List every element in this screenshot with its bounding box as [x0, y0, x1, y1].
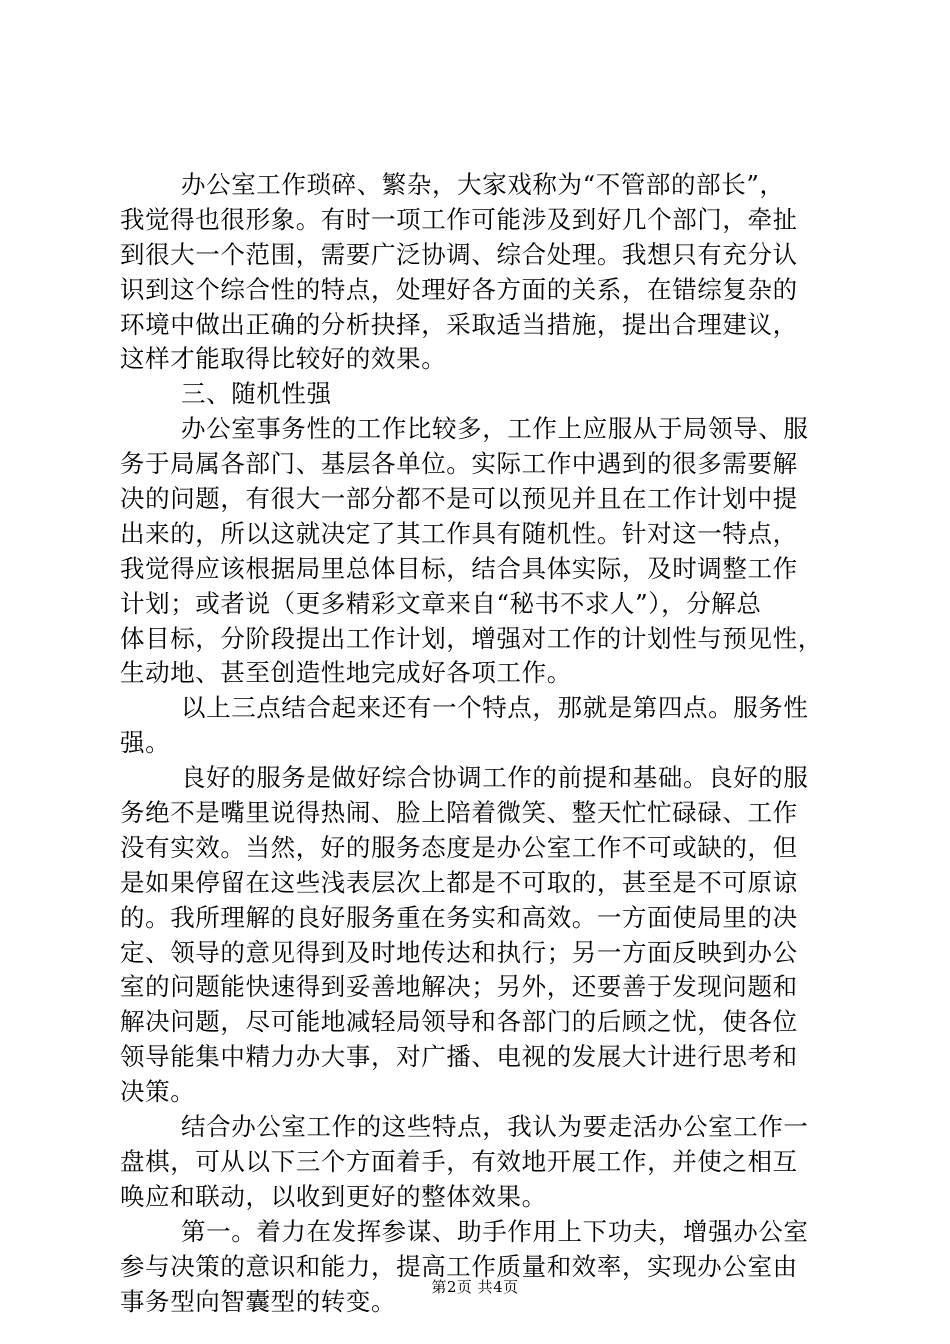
- text-line: 生动地、甚至创造性地完成好各项工作。: [120, 658, 572, 688]
- text-line: 第一。着力在发挥参谋、助手作用上下功夫，增强办公室: [181, 1216, 809, 1246]
- text-line: 定、领导的意见得到及时地传达和执行；另一方面反映到办公: [120, 937, 798, 967]
- text-line: 这样才能取得比较好的效果。: [120, 344, 447, 374]
- text-line: 我觉得应该根据局里总体目标，结合具体实际，及时调整工作: [120, 553, 798, 583]
- text-line: 办公室事务性的工作比较多，工作上应服从于局领导、服: [181, 414, 809, 444]
- text-line: 以上三点结合起来还有一个特点，那就是第四点。服务性: [181, 693, 809, 723]
- text-line: 务绝不是嘴里说得热闹、脸上陪着微笑、整天忙忙碌碌、工作: [120, 798, 798, 828]
- text-line: 出来的，所以这就决定了其工作具有随机性。针对这一特点，: [120, 518, 798, 548]
- text-line: 事务型向智囊型的转变。: [120, 1286, 397, 1316]
- text-line: 良好的服务是做好综合协调工作的前提和基础。良好的服: [181, 763, 809, 793]
- page-number-footer: 第2页 共4页: [431, 1278, 519, 1296]
- text-line: 没有实效。当然，好的服务态度是办公室工作不可或缺的，但: [120, 832, 798, 862]
- text-line: 识到这个综合性的特点，处理好各方面的关系，在错综复杂的: [120, 274, 798, 304]
- text-line: 参与决策的意识和能力，提高工作质量和效率，实现办公室由: [120, 1251, 798, 1281]
- text-line: 环境中做出正确的分析抉择，采取适当措施，提出合理建议，: [120, 309, 798, 339]
- text-line: 结合办公室工作的这些特点，我认为要走活办公室工作一: [181, 1112, 809, 1142]
- text-line: 室的问题能快速得到妥善地解决；另外，还要善于发现问题和: [120, 972, 798, 1002]
- text-line: 决策。: [120, 1077, 196, 1107]
- text-line: 务于局属各部门、基层各单位。实际工作中遇到的很多需要解: [120, 449, 798, 479]
- text-line: 唤应和联动，以收到更好的整体效果。: [120, 1181, 547, 1211]
- text-line: 领导能集中精力办大事，对广播、电视的发展大计进行思考和: [120, 1042, 798, 1072]
- text-line: 到很大一个范围，需要广泛协调、综合处理。我想只有充分认: [120, 239, 798, 269]
- text-line: 的。我所理解的良好服务重在务实和高效。一方面使局里的决: [120, 902, 798, 932]
- text-line: 盘棋，可从以下三个方面着手，有效地开展工作，并使之相互: [120, 1146, 798, 1176]
- text-line: 我觉得也很形象。有时一项工作可能涉及到好几个部门，牵扯: [120, 204, 798, 234]
- text-line: 计划；或者说（更多精彩文章来自“秘书不求人”），分解总: [120, 588, 762, 618]
- document-body: [120, 168, 832, 1319]
- text-line: 是如果停留在这些浅表层次上都是不可取的，甚至是不可原谅: [120, 867, 798, 897]
- text-line: 体目标，分阶段提出工作计划，增强对工作的计划性与预见性，: [120, 623, 823, 653]
- text-line: 办公室工作琐碎、繁杂，大家戏称为“不管部的部长”，: [181, 170, 785, 199]
- text-line: 强。: [120, 728, 171, 758]
- text-line: 决的问题，有很大一部分都不是可以预见并且在工作计划中提: [120, 484, 798, 514]
- section-heading: 三、随机性强: [181, 379, 332, 409]
- text-line: 解决问题，尽可能地减轻局领导和各部门的后顾之忧，使各位: [120, 1007, 798, 1037]
